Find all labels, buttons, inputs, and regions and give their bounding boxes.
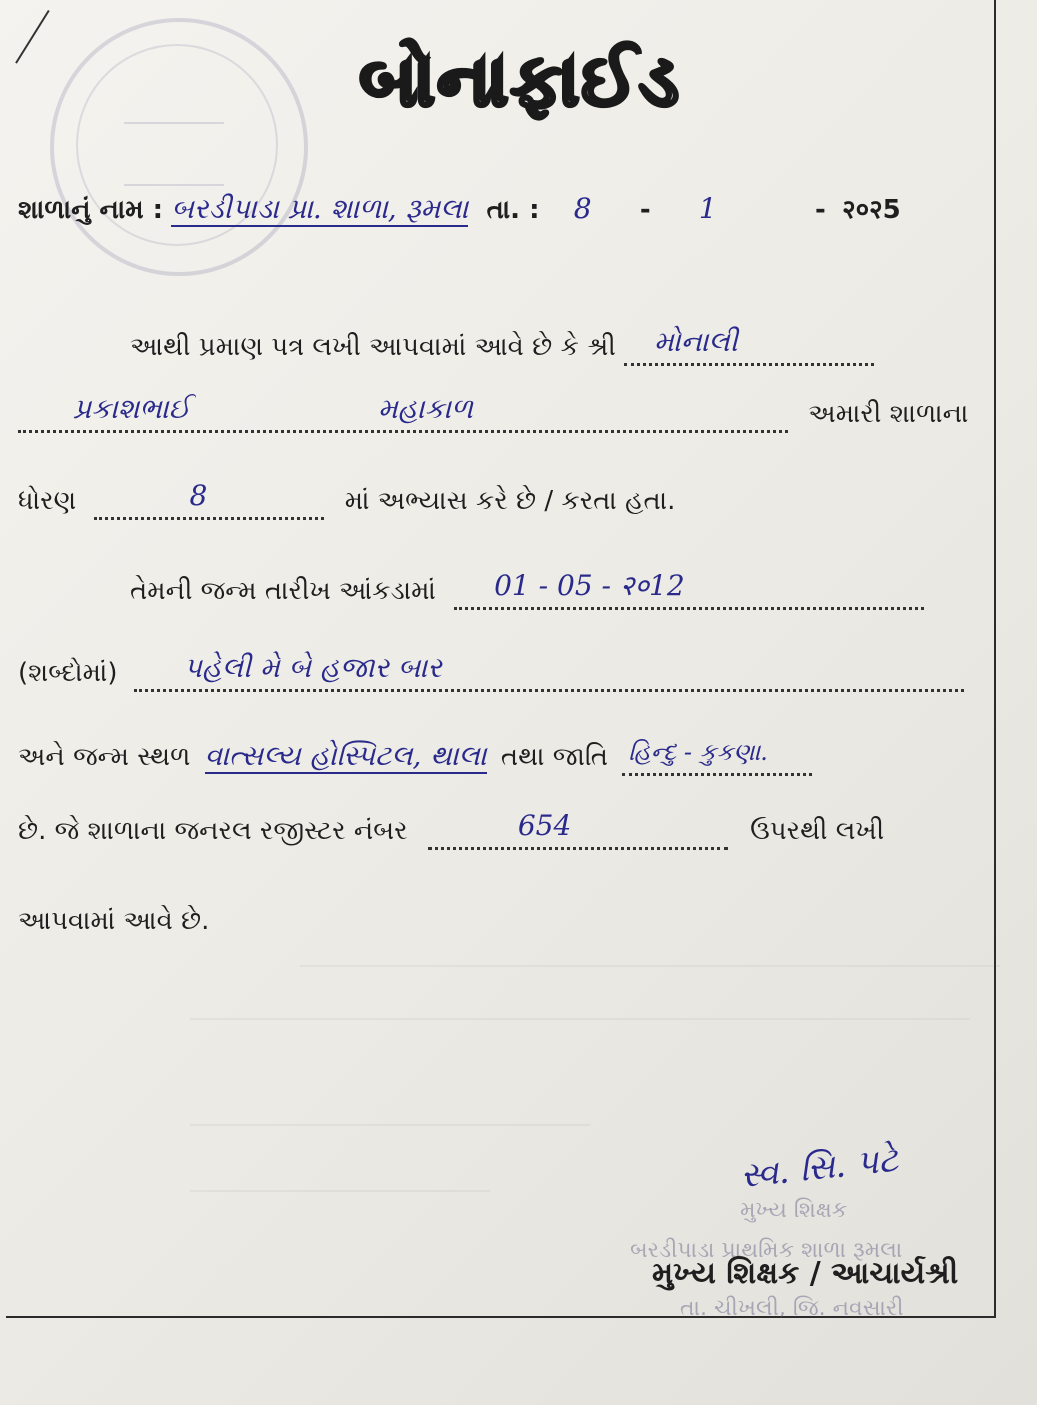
dob-words-line xyxy=(18,651,964,692)
date-label: તા. : xyxy=(486,195,540,225)
caste-label: તથા જાતિ xyxy=(500,742,608,772)
caste-value: હિન્દુ - કુકણા. xyxy=(628,738,768,766)
closing-text: આપવામાં આવે છે. xyxy=(18,906,210,936)
date-month: 1 xyxy=(698,192,717,225)
register-field xyxy=(428,809,728,850)
birthplace-value: વાત્સલ્ય હોસ્પિટલ, થાલા xyxy=(204,739,487,772)
dob-label: તેમની જન્મ તારીખ આંકડામાં xyxy=(130,576,436,606)
register-prefix: છે. જે શાળાના જનરલ રજીસ્ટર નંબર xyxy=(18,816,408,846)
dob-line xyxy=(130,569,924,610)
school-row xyxy=(18,190,901,229)
standard-label: ધોરણ xyxy=(18,486,77,516)
school-suffix-text: અમારી શાળાના xyxy=(808,399,969,429)
register-number: 654 xyxy=(517,809,572,842)
date-day: 8 xyxy=(573,192,592,225)
document-title: બોનાફાઈડ xyxy=(359,38,681,122)
standard-value: 8 xyxy=(189,479,208,512)
stamp-taluka: તા. ચીખલી, જિ. નવસારી xyxy=(680,1296,904,1321)
register-line xyxy=(18,809,885,850)
dob-words-value: પહેલી મે બે હજાર બાર xyxy=(183,651,442,684)
register-suffix: ઉપરથી લખી xyxy=(750,816,885,846)
certify-line xyxy=(130,325,874,366)
student-name-line xyxy=(18,392,969,433)
student-father-name: પ્રકાશભાઈ xyxy=(73,392,191,425)
date-separator-1: - xyxy=(639,195,651,225)
school-name-label: શાળાનું નામ : xyxy=(18,195,164,225)
school-seal-stamp xyxy=(50,18,308,276)
dob-words-label: (શબ્દોમાં) xyxy=(18,658,118,688)
dob-words-field xyxy=(134,651,964,692)
certify-text: આથી પ્રમાણ પત્ર લખી આપવામાં આવે છે કે શ્રી xyxy=(130,332,616,362)
birthplace-label: અને જન્મ સ્થળ xyxy=(18,742,191,772)
principal-designation: મુખ્ય શિક્ષક / આચાર્યશ્રી xyxy=(652,1256,959,1291)
date-year: २०२5 xyxy=(842,195,901,225)
standard-field xyxy=(94,479,324,520)
student-first-name-field xyxy=(624,325,874,366)
standard-suffix: માં અભ્યાસ કરે છે / કરતા હતા. xyxy=(344,486,676,516)
birthplace-line xyxy=(18,737,812,776)
stamp-school-name: બરડીપાડા પ્રાથમિક શાળા રૂમલા xyxy=(630,1238,903,1263)
school-name-value: બરડીપાડા પ્રા. શાળા, રૂમલા xyxy=(171,192,469,225)
student-surname: મહાકાળ xyxy=(378,392,474,425)
student-name-field xyxy=(18,392,788,433)
dob-value: 01 - 05 - २०12 xyxy=(494,569,685,602)
dob-field xyxy=(454,569,924,610)
stamp-title: મુખ્ય શિક્ષક xyxy=(740,1198,848,1223)
date-separator-2: - xyxy=(815,195,826,225)
closing-line xyxy=(18,902,209,940)
standard-line xyxy=(18,479,676,520)
student-first-name: મોનાલી xyxy=(654,325,738,358)
headmaster-signature: સ્વ. સિ. પટે xyxy=(738,1139,900,1197)
caste-field xyxy=(622,738,812,776)
